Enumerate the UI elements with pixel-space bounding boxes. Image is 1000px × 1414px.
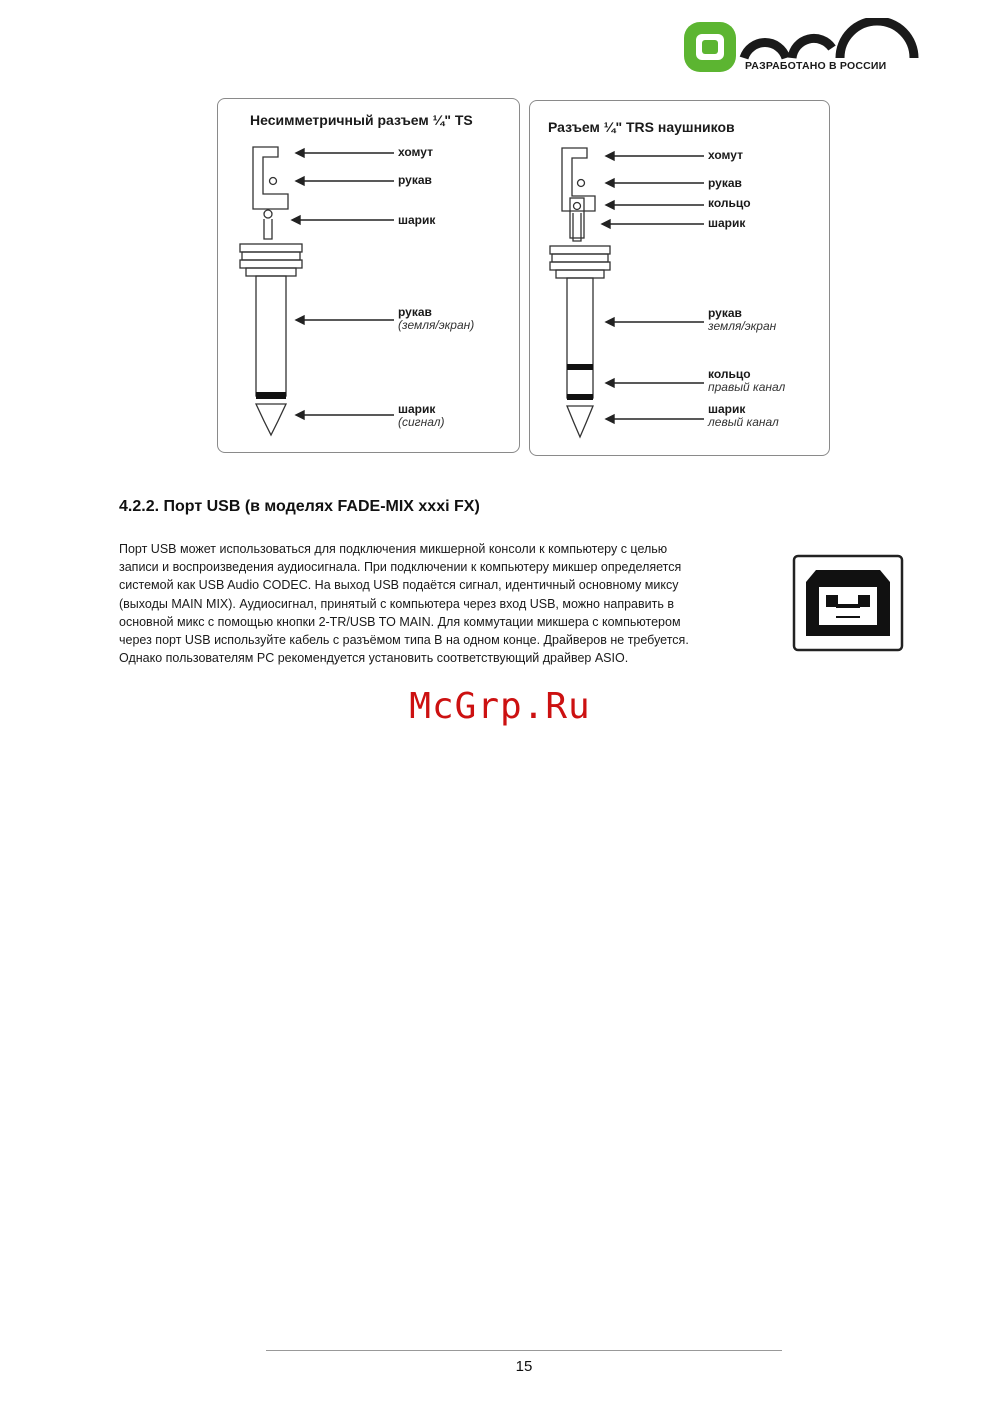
trs-label-ring: кольцо	[708, 196, 751, 210]
ts-label-sleeve-ground: рукав (земля/экран)	[398, 305, 475, 332]
trs-label-ring-right: кольцо правый канал	[708, 367, 786, 394]
ts-diagram-title: Несимметричный разъем ¼" TS	[250, 112, 473, 128]
paragraph-line: записи и воспроизведения аудиосигнала. При подключении к компьютеру микшер определяется	[119, 560, 682, 575]
ts-plug-illustration	[218, 99, 519, 452]
ts-label-tip: шарик	[398, 213, 436, 227]
ts-label-collar: хомут	[398, 145, 433, 159]
page-number: 15	[515, 1358, 533, 1375]
trs-label-sleeve: рукав	[708, 176, 742, 190]
logo-tagline: РАЗРАБОТАНО В РОССИИ	[745, 60, 887, 72]
ts-label-sleeve: рукав	[398, 173, 432, 187]
trs-label-collar: хомут	[708, 148, 743, 162]
trs-plug-illustration	[530, 101, 829, 455]
paragraph-line: через порт USB используйте кабель с разъёмом типа B на одном конце. Драйверов не требуется.	[119, 633, 689, 648]
ts-label-tip-signal: шарик (сигнал)	[398, 402, 445, 429]
paragraph-line: (выходы MAIN MIX). Аудиосигнал, принятый с компьютера через вход USB, можно направить в	[119, 596, 674, 611]
paragraph-line: системой как USB Audio CODEC. На выход USB подаётся сигнал, идентичный основному миксу	[119, 578, 679, 593]
trs-diagram-title: Разъем ¼" TRS наушников	[548, 119, 735, 135]
usb-b-port-icon	[792, 554, 904, 652]
trs-label-tip-left: шарик левый канал	[708, 402, 779, 429]
section-heading: 4.2.2. Порт USB (в моделях FADE-MIX xxxi FX)	[119, 498, 480, 515]
paragraph-line: основной микс с помощью кнопки 2-TR/USB TO MAIN. Для коммутации микшера с компьютером	[119, 614, 681, 629]
usb-description-paragraph	[119, 540, 769, 667]
paragraph-line: Однако пользователям PC рекомендуется установить соответствующий драйвер ASIO.	[119, 651, 629, 666]
footer-divider	[266, 1350, 782, 1351]
trs-label-tip: шарик	[708, 216, 746, 230]
paragraph-line: Порт USB может использоваться для подключения микшерной консоли к компьютеру с целью	[119, 542, 668, 556]
trs-label-sleeve-ground: рукав земля/экран	[708, 306, 777, 333]
watermark: McGrp.Ru	[409, 686, 591, 727]
ts-connector-diagram	[217, 98, 520, 453]
trs-connector-diagram	[529, 100, 830, 456]
